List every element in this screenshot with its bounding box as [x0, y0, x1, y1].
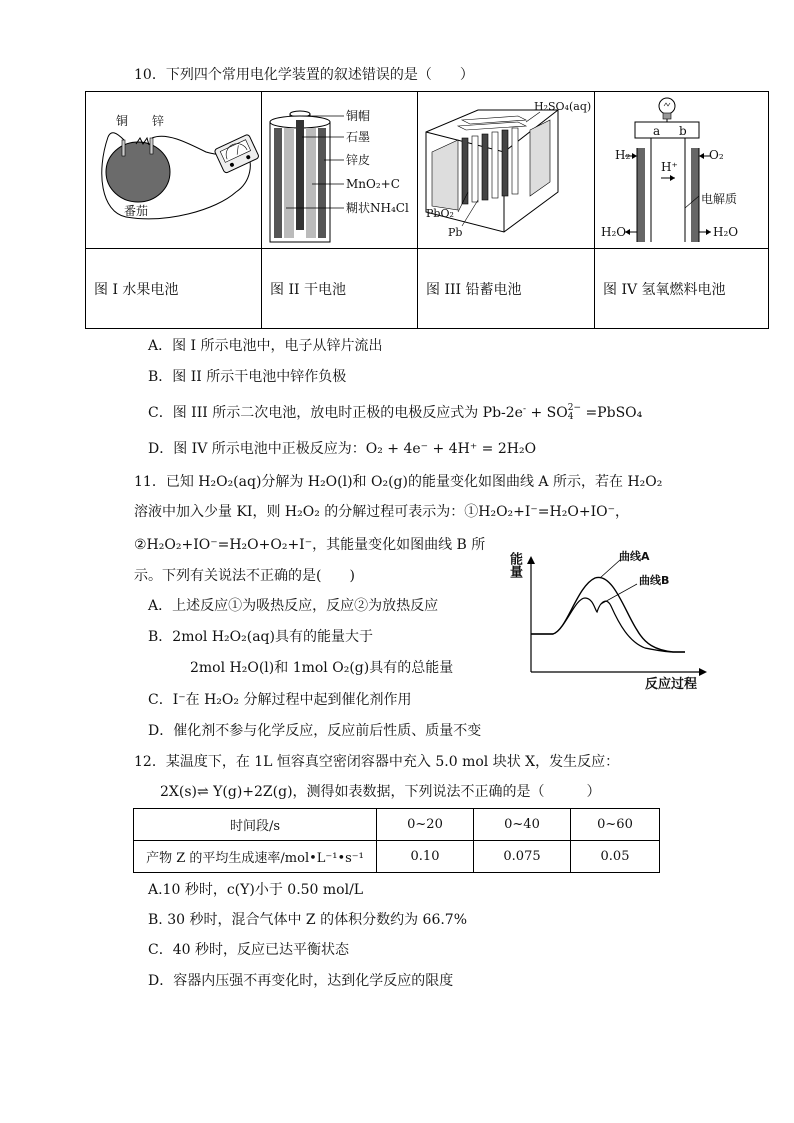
fig2-cell: [262, 92, 418, 249]
table-cell: 0.05: [571, 841, 660, 873]
q11-option-a: A．上述反应①为吸热反应，反应②为放热反应: [148, 598, 439, 614]
q10-option-c-minus: -: [522, 404, 527, 415]
q10-option-c-post: =PbSO₄: [581, 405, 643, 421]
table-row-label: 产物 Z 的平均生成速率/mol•L⁻¹•s⁻¹: [134, 841, 377, 873]
table-header-cell: 0~20: [377, 809, 474, 841]
h2o-left-label: H₂O: [601, 225, 627, 239]
table-row: [134, 841, 660, 873]
q12-option-a: A.10 秒时，c(Y)小于 0.50 mol/L: [148, 882, 364, 898]
pbo2-label: PbO₂: [426, 207, 454, 220]
pb-label: Pb: [448, 226, 463, 239]
q10-option-b: B．图 II 所示干电池中锌作负极: [148, 369, 347, 385]
q11-option-c: C．I⁻在 H₂O₂ 分解过程中起到催化剂作用: [148, 692, 412, 708]
q11-line-4: 示。下列有关说法不正确的是( ): [134, 568, 355, 584]
table-header-cell: 0~40: [474, 809, 571, 841]
tomato-label: 番茄: [124, 204, 149, 218]
q10-so4-subscript: 4: [567, 412, 574, 422]
fig4-cell: [595, 92, 769, 249]
fig1-caption: 图 I 水果电池: [86, 249, 262, 329]
fig3-caption: 图 III 铅蓄电池: [418, 249, 595, 329]
q11-line-3: ②H₂O₂+IO⁻=H₂O+O₂+I⁻，其能量变化如图曲线 B 所: [134, 537, 486, 553]
q12-line-2: 2X(s)⇌ Y(g)+2Z(g)，测得如表数据，下列说法不正确的是（ ）: [160, 784, 601, 800]
table-cell: 0.10: [377, 841, 474, 873]
curve-a-label: 曲线A: [619, 550, 650, 563]
copper-label: 铜: [116, 114, 129, 128]
energy-axis-label: 能量: [507, 552, 522, 578]
graphite-label: 石墨: [346, 130, 371, 144]
curve-b-line: [531, 598, 685, 652]
h2-label: H₂: [615, 148, 631, 162]
dry-cell-drawing: [262, 92, 417, 248]
h2o-right-label: H₂O: [713, 225, 739, 239]
fig2-caption: 图 II 干电池: [262, 249, 418, 329]
q10-option-a: A．图 I 所示电池中，电子从锌片流出: [148, 338, 383, 354]
reaction-axis-label: 反应过程: [645, 677, 698, 692]
table-cell: 0.075: [474, 841, 571, 873]
acid-label: H₂SO₄(aq): [534, 100, 592, 113]
q12-option-c: C．40 秒时，反应已达平衡状态: [148, 942, 349, 958]
q10-option-d: D．图 IV 所示电池中正极反应为：O₂ + 4e⁻ + 4H⁺ = 2H₂O: [148, 441, 537, 457]
zinc-skin-label: 锌皮: [346, 153, 371, 167]
table-header-cell: 0~60: [571, 809, 660, 841]
q12-option-d: D．容器内压强不再变化时，达到化学反应的限度: [148, 973, 454, 989]
curve-b-label: 曲线B: [639, 574, 670, 587]
q10-option-c-pre: C．图 III 所示二次电池，放电时正极的电极反应式为 Pb-2e: [148, 405, 523, 421]
zinc-label: 锌: [152, 114, 165, 128]
electrolyte-label: 电解质: [701, 192, 738, 206]
q10-option-c-plus: + SO: [526, 405, 568, 421]
fuel-cell-figure: [595, 92, 768, 248]
fig3-cell: [418, 92, 595, 249]
hplus-label: H⁺: [661, 160, 678, 174]
cap-label: 铜帽: [346, 109, 371, 123]
lead-battery-figure: [418, 92, 594, 248]
curve-a-line: [531, 577, 685, 652]
dry-cell-figure: [262, 92, 417, 248]
q10-stem: 10．下列四个常用电化学装置的叙述错误的是（ ）: [134, 67, 474, 83]
fruit-battery-drawing: [86, 92, 261, 248]
table-header-row: [134, 809, 660, 841]
q10-figure-table: [85, 91, 769, 329]
mno2-label: MnO₂+C: [346, 177, 400, 191]
rate-table: [133, 808, 660, 873]
table-header-cell: 时间段/s: [134, 809, 377, 841]
q11-option-b-1: B．2mol H₂O₂(aq)具有的能量大于: [148, 629, 373, 645]
energy-profile-chart: [505, 550, 715, 704]
q11-line-1: 11．已知 H₂O₂(aq)分解为 H₂O(l)和 O₂(g)的能量变化如图曲线 A 所示，若在 H₂O₂: [134, 474, 663, 490]
electrode-a-label: a: [653, 124, 661, 138]
o2-label: O₂: [709, 148, 724, 162]
nh4cl-label: 糊状NH₄Cl: [346, 201, 409, 215]
fruit-battery-figure: [86, 92, 261, 248]
fig1-cell: [86, 92, 262, 249]
q12-line-1: 12．某温度下，在 1L 恒容真空密闭容器中充入 5.0 mol 块状 X，发生反应：: [134, 754, 620, 770]
q11-line-2: 溶液中加入少量 KI，则 H₂O₂ 的分解过程可表示为：①H₂O₂+I⁻=H₂O+IO⁻，: [134, 504, 629, 520]
fig4-caption: 图 IV 氢氧燃料电池: [595, 249, 769, 329]
electrode-b-label: b: [679, 124, 687, 138]
q10-so4-charge: 2−: [567, 403, 581, 413]
q11-option-d: D．催化剂不参与化学反应，反应前后性质、质量不变: [148, 723, 482, 739]
q10-option-c: [148, 403, 642, 423]
q11-option-b-2: 2mol H₂O(l)和 1mol O₂(g)具有的总能量: [190, 660, 454, 676]
lead-battery-drawing: [418, 92, 594, 248]
q12-option-b: B. 30 秒时，混合气体中 Z 的体积分数约为 66.7%: [148, 912, 468, 928]
